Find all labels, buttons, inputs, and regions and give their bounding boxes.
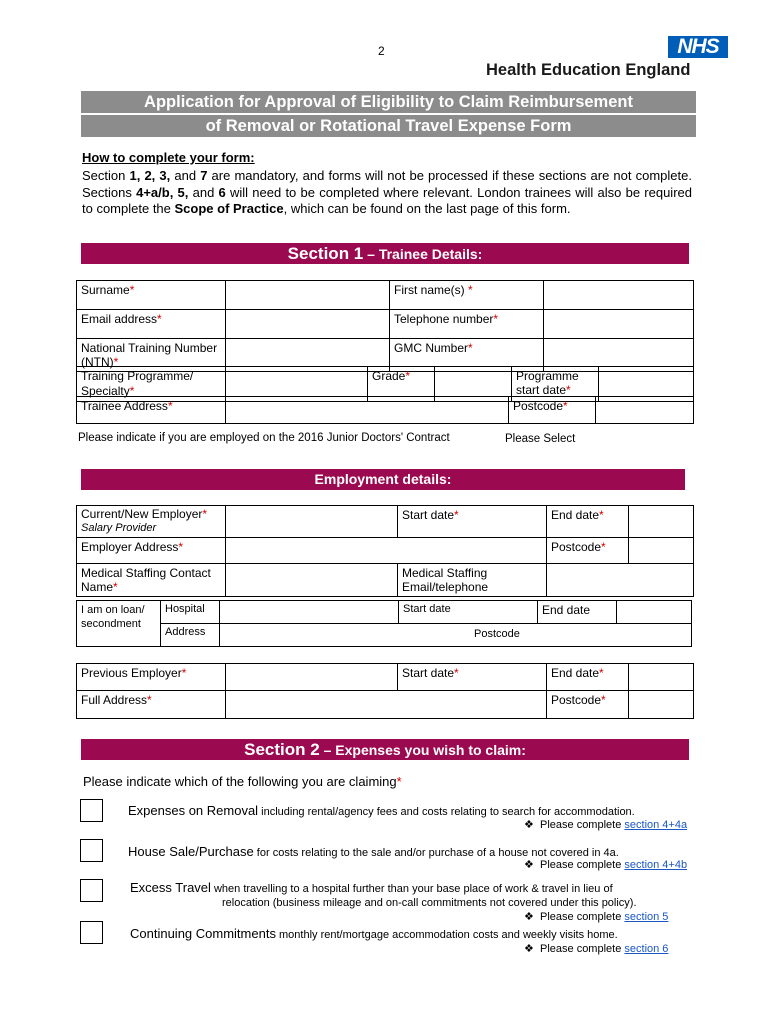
staffing-contact-label: Medical Staffing Contact Name*: [77, 564, 226, 597]
continuing-commitments-checkbox[interactable]: [80, 921, 103, 944]
full-address-field[interactable]: [226, 691, 547, 719]
email-field[interactable]: [226, 310, 390, 339]
contract-select[interactable]: Please Select: [505, 433, 576, 445]
section-5-link[interactable]: section 5: [624, 911, 669, 923]
removal-option: Expenses on Removal including rental/agency fees and costs relating to search for accommodation.: [128, 803, 635, 818]
employment-postcode-label: Postcode*: [547, 538, 629, 564]
excess-travel-instruction: ❖ Please complete section 5: [524, 911, 669, 923]
previous-end-field[interactable]: [629, 664, 694, 691]
programme-start-label: Programme start date*: [512, 367, 599, 402]
previous-postcode-field[interactable]: [629, 691, 694, 719]
previous-postcode-label: Postcode*: [547, 691, 629, 719]
start-date-label: Start date*: [398, 506, 547, 538]
secondment-label: I am on loan/ secondment: [77, 601, 161, 647]
secondment-start-label: Start date: [399, 601, 538, 624]
continuing-commitments-option: Continuing Commitments monthly rent/mortgage accommodation costs and weekly visits home.: [130, 926, 618, 941]
employer-address-label: Employer Address*: [77, 538, 226, 564]
excess-travel-option: Excess Travel when travelling to a hospital further than your base place of work & travel in lieu of: [130, 880, 613, 895]
secondment-address-label: Address: [161, 624, 220, 647]
previous-employer-table: [76, 663, 694, 719]
staffing-email-label: Medical Staffing Email/telephone: [398, 564, 547, 597]
telephone-field[interactable]: [544, 310, 694, 339]
continuing-commitments-instruction: ❖ Please complete section 6: [524, 943, 669, 955]
first-name-field[interactable]: [544, 281, 694, 310]
gmc-label: GMC Number*: [390, 339, 544, 372]
employment-heading: Employment details:: [81, 469, 685, 490]
house-sale-instruction: ❖ Please complete section 4+4b: [524, 859, 688, 871]
house-sale-option: House Sale/Purchase for costs relating to the sale and/or purchase of a house not covered in 4a.: [128, 844, 619, 859]
previous-employer-label: Previous Employer*: [77, 664, 226, 691]
section-4-4b-link[interactable]: section 4+4b: [624, 859, 688, 871]
grade-label: Grade*: [368, 367, 435, 402]
staffing-contact-field[interactable]: [226, 564, 398, 597]
secondment-table: [76, 600, 692, 647]
employer-address-field[interactable]: [226, 538, 547, 564]
contract-question: Please indicate if you are employed on the 2016 Junior Doctors' Contract: [78, 432, 450, 444]
removal-instruction: ❖ Please complete section 4+4a: [524, 819, 688, 831]
previous-start-label: Start date*: [398, 664, 547, 691]
bullet-icon: ❖: [524, 819, 534, 831]
postcode-label: Postcode*: [509, 397, 596, 424]
instructions-paragraph: Section 1, 2, 3, and 7 are mandatory, and forms will not be processed if these sections are not complete. Sections 4+a/b, 5, and 6 will need to be completed where relevant. London trainees will also be required to complete the Scope of Practice, which can be found on the last page of this form.: [82, 168, 692, 216]
programme-label: Training Programme/ Specialty*: [77, 367, 226, 402]
hospital-field[interactable]: [220, 601, 399, 624]
full-address-label: Full Address*: [77, 691, 226, 719]
excess-travel-checkbox[interactable]: [80, 879, 103, 902]
end-date-field[interactable]: [629, 506, 694, 538]
staffing-email-field[interactable]: [547, 564, 694, 597]
section1-heading: Section 1 – Trainee Details:: [81, 243, 689, 264]
how-to-heading: How to complete your form:: [82, 150, 255, 165]
employment-table: [76, 505, 694, 597]
trainee-address-field[interactable]: [226, 397, 509, 424]
surname-field[interactable]: [226, 281, 390, 310]
ntn-label: National Training Number (NTN)*: [77, 339, 226, 372]
nhs-logo: NHS: [668, 36, 728, 58]
current-employer-field[interactable]: [226, 506, 398, 538]
trainee-address-label: Trainee Address*: [77, 397, 226, 424]
secondment-postcode-field[interactable]: [538, 624, 692, 647]
bullet-icon: ❖: [524, 859, 534, 871]
previous-end-label: End date*: [547, 664, 629, 691]
email-label: Email address*: [77, 310, 226, 339]
postcode-field[interactable]: [596, 397, 694, 424]
bullet-icon: ❖: [524, 911, 534, 923]
telephone-label: Telephone number*: [390, 310, 544, 339]
hospital-label: Hospital: [161, 601, 220, 624]
section-6-link[interactable]: section 6: [624, 943, 669, 955]
surname-label: Surname*: [77, 281, 226, 310]
claim-prompt: Please indicate which of the following you are claiming*: [83, 774, 402, 789]
section-4-4a-link[interactable]: section 4+4a: [624, 819, 688, 831]
page-number: 2: [378, 44, 385, 58]
employment-postcode-field[interactable]: [629, 538, 694, 564]
previous-employer-field[interactable]: [226, 664, 398, 691]
secondment-end-label: End date: [538, 601, 617, 624]
house-sale-checkbox[interactable]: [80, 839, 103, 862]
organisation-name: Health Education England: [486, 61, 691, 79]
current-employer-label: Current/New Employer* Salary Provider: [77, 506, 226, 538]
section2-heading: Section 2 – Expenses you wish to claim:: [81, 739, 689, 760]
address-row: [76, 396, 694, 424]
secondment-end-field[interactable]: [617, 601, 692, 624]
trainee-details-table: [76, 280, 694, 372]
excess-travel-desc2: relocation (business mileage and on-call commitments not covered under this policy).: [222, 897, 637, 909]
first-name-label: First name(s) *: [390, 281, 544, 310]
end-date-label: End date*: [547, 506, 629, 538]
form-title-line1: Application for Approval of Eligibility to Claim Reimbursement: [81, 91, 696, 113]
secondment-address-field[interactable]: Postcode: [220, 624, 538, 647]
form-title-line2: of Removal or Rotational Travel Expense Form: [81, 115, 696, 137]
removal-checkbox[interactable]: [80, 799, 103, 822]
bullet-icon: ❖: [524, 943, 534, 955]
